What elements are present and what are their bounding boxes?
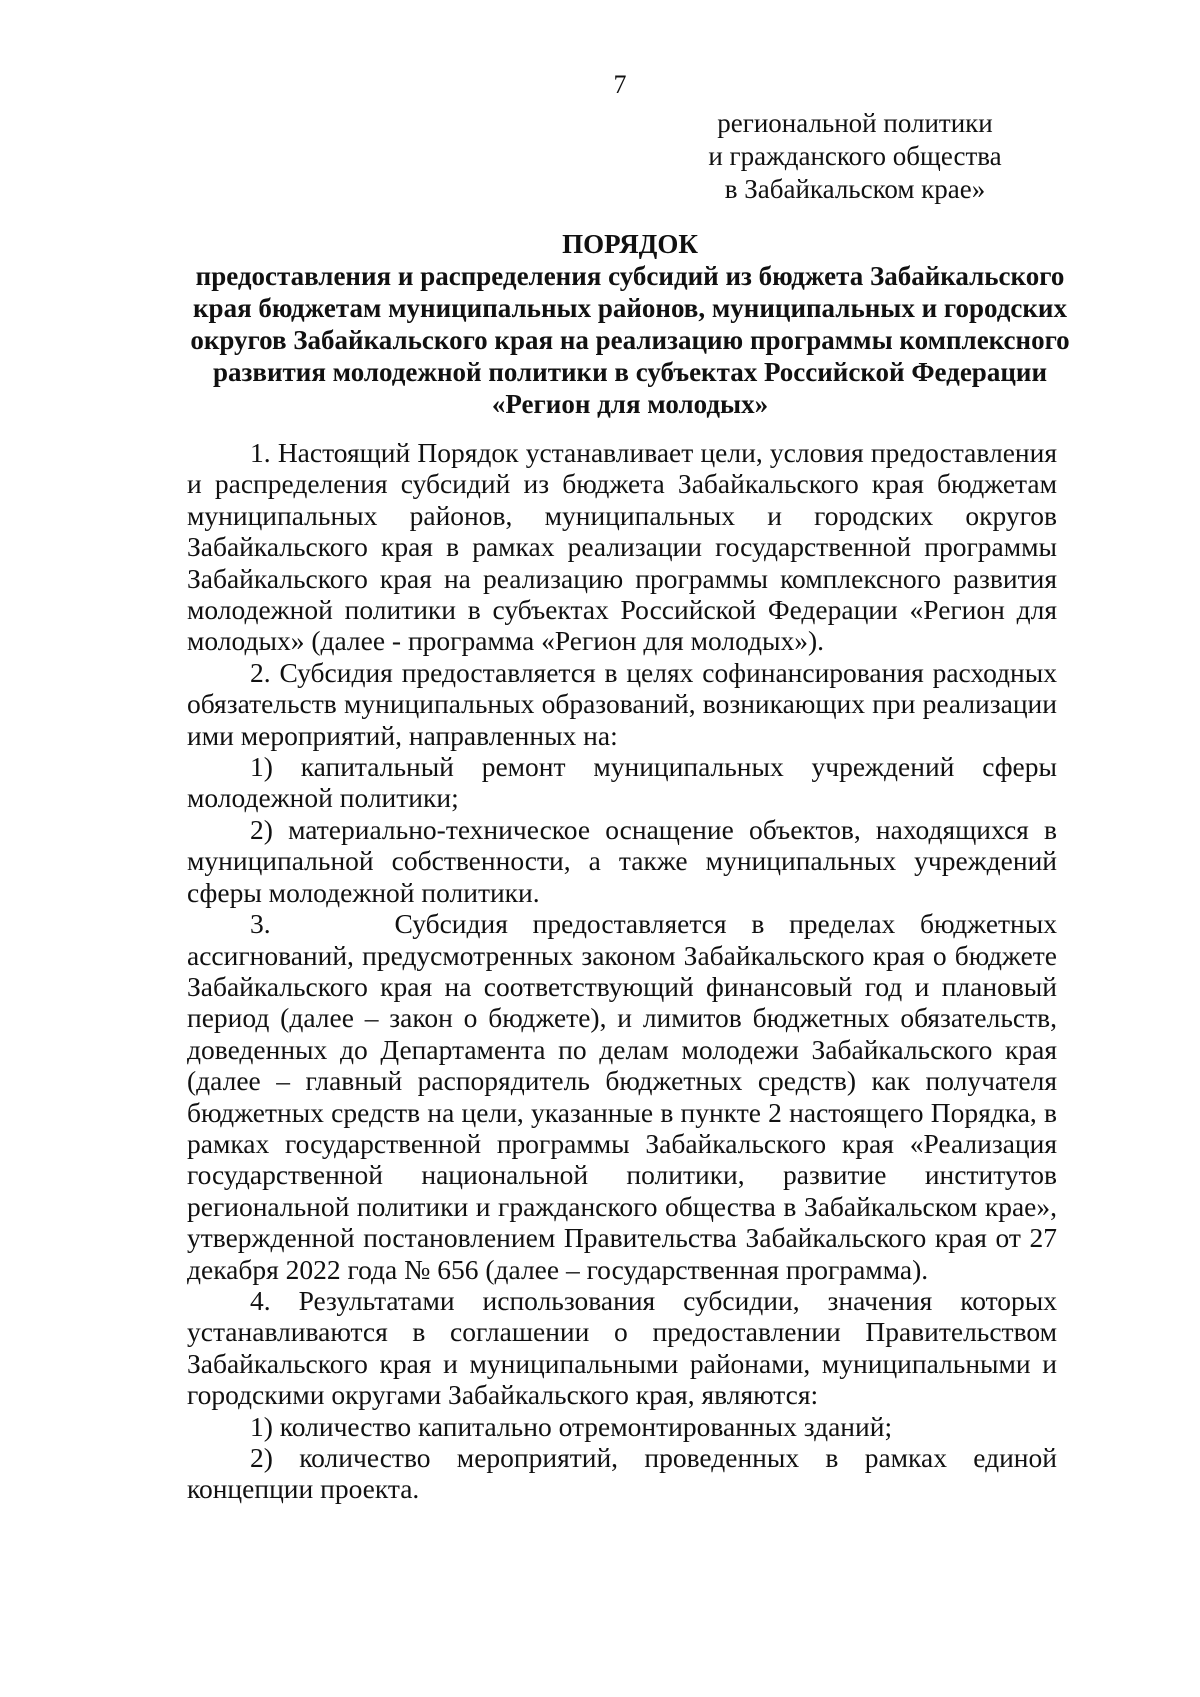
heading-line: и гражданского общества (708, 141, 1002, 171)
paragraph-4-item-2: 2) количество мероприятий, проведенных в рамках единой концепции проекта. (187, 1442, 1057, 1505)
paragraph-4: 4. Результатами использования субсидии, значения которых устанавливаются в соглашении о предоставлении Правительством Забайкальского края и муниципальными районами, муниципальными и городскими округами Забайкальского края, являются: (187, 1284, 1057, 1411)
heading-line: в Забайкальском крае» (724, 174, 986, 204)
heading-line: региональной политики (717, 108, 993, 138)
page-number: 7 (613, 70, 627, 99)
paragraph-2-item-1: 1) капитальный ремонт муниципальных учреждений сферы молодежной политики; (187, 751, 1057, 814)
paragraph-2: 2. Субсидия предоставляется в целях софинансирования расходных обязательств муниципальных образований, возникающих при реализации ими мероприятий, направленных на: (187, 656, 1057, 751)
document-subtitle: предоставления и распределения субсидий из бюджета Забайкальского края бюджетам муниципальных районов, муниципальных и городских округов Забайкальского края на реализацию программы комплексного развития молодежной политики в субъектах Российской Федерации «Регион для молодых» (190, 261, 1070, 419)
paragraph-2-item-2: 2) материально-техническое оснащение объектов, находящихся в муниципальной собственности, а также муниципальных учреждений сферы молодежной политики. (187, 813, 1057, 908)
paragraph-4-item-1: 1) количество капитально отремонтированных зданий; (250, 1410, 893, 1442)
document-body (187, 437, 1064, 1505)
document-title-block (190, 228, 1070, 420)
document-title: ПОРЯДОК (562, 229, 698, 259)
approval-heading-continuation (700, 107, 1010, 206)
paragraph-3: 3. Субсидия предоставляется в пределах бюджетных ассигнований, предусмотренных законом Забайкальского края о бюджете Забайкальского края на соответствующий финансовый год и плановый период (далее – закон о бюджете), и лимитов бюджетных обязательств, доведенных до Департамента по делам молодежи Забайкальского края (далее – главный распорядитель бюджетных средств) как получателя бюджетных средств на цели, указанные в пункте 2 настоящего Порядка, в рамках государственной программы Забайкальского края «Реализация государственной национальной политики, развитие институтов региональной политики и гражданского общества в Забайкальском крае», утвержденной постановлением Правительства Забайкальского края от 27 декабря 2022 года № 656 (далее – государственная программа). (187, 908, 1064, 1285)
paragraph-1: 1. Настоящий Порядок устанавливает цели, условия предоставления и распределения субсидий из бюджета Забайкальского края бюджетам муниципальных районов, муниципальных и городских округов Забайкальского края в рамках реализации государственной программы Забайкальского края на реализацию программы комплексного развития молодежной политики в субъектах Российской Федерации «Регион для молодых» (далее - программа «Регион для молодых»). (187, 437, 1057, 657)
